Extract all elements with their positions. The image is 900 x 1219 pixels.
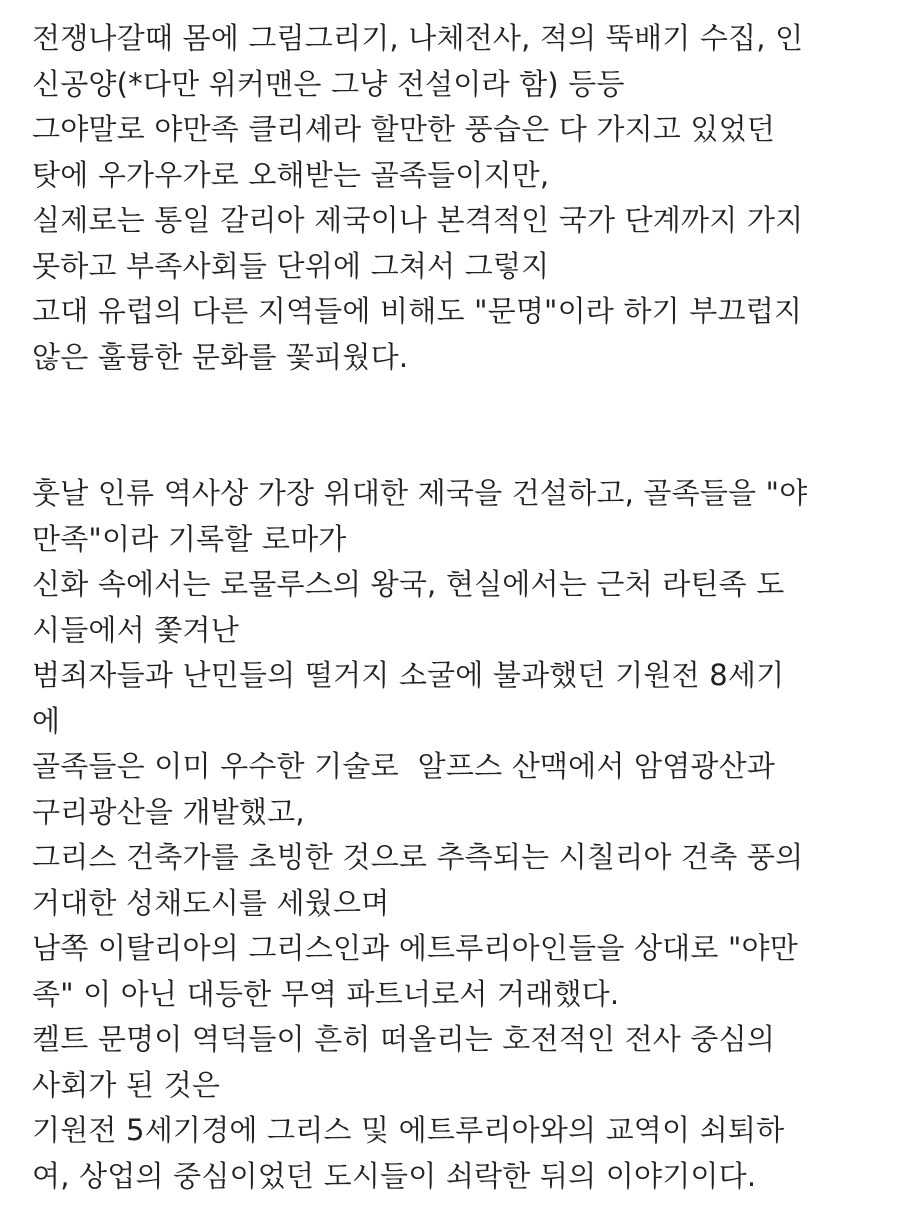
text-line: 그리스 건축가를 초빙한 것으로 추측되는 시칠리아 건축 풍의 xyxy=(32,840,804,874)
text-line: 구리광산을 개발했고, xyxy=(32,794,305,829)
text-line: 신화 속에서는 로물루스의 왕국, 현실에서는 근처 라틴족 도 xyxy=(32,567,785,601)
text-line: 남쪽 이탈리아의 그리스인과 에트루리아인들을 상대로 "야만 xyxy=(32,931,798,965)
text-line: 시들에서 쫓겨난 xyxy=(32,612,239,647)
text-line: 신공양(*다만 위커맨은 그냥 전설이라 함) 등등 xyxy=(32,66,625,101)
text-line: 훗날 인류 역사상 가장 위대한 제국을 건설하고, 골족들을 "야 xyxy=(32,476,808,510)
text-line: 전쟁나갈때 몸에 그림그리기, 나체전사, 적의 뚝배기 수집, 인 xyxy=(32,21,804,55)
text-line: 에 xyxy=(32,703,61,738)
text-line: 탓에 우가우가로 오해받는 골족들이지만, xyxy=(32,157,550,192)
text-line: 켈트 문명이 역덕들이 흔히 떠올리는 호전적인 전사 중심의 xyxy=(32,1022,776,1056)
text-line: 거대한 성채도시를 세웠으며 xyxy=(32,885,390,920)
text-line: 여, 상업의 중심이었던 도시들이 쇠락한 뒤의 이야기이다. xyxy=(32,1158,757,1193)
document-body xyxy=(32,16,880,1199)
text-line: 만족"이라 기록할 로마가 xyxy=(32,521,347,556)
text-line: 못하고 부족사회들 단위에 그쳐서 그렇지 xyxy=(32,248,550,283)
text-line: 족" 이 아닌 대등한 무역 파트너로서 거래했다. xyxy=(32,976,620,1011)
paragraph-gap xyxy=(32,380,880,471)
text-line: 기원전 5세기경에 그리스 및 에트루리아와의 교역이 쇠퇴하 xyxy=(32,1113,785,1147)
text-line: 고대 유럽의 다른 지역들에 비해도 "문명"이라 하기 부끄럽지 xyxy=(32,294,803,328)
text-line: 실제로는 통일 갈리아 제국이나 본격적인 국가 단계까지 가지 xyxy=(32,203,804,237)
text-line: 범죄자들과 난민들의 떨거지 소굴에 불과했던 기원전 8세기 xyxy=(32,658,785,692)
paragraph-1 xyxy=(32,16,880,380)
text-line: 골족들은 이미 우수한 기술로 알프스 산맥에서 암염광산과 xyxy=(32,749,776,783)
text-line: 그야말로 야만족 클리셰라 할만한 풍습은 다 가지고 있었던 xyxy=(32,112,776,146)
paragraph-2 xyxy=(32,471,880,1199)
text-line: 않은 훌륭한 문화를 꽃피웠다. xyxy=(32,339,409,374)
text-line: 사회가 된 것은 xyxy=(32,1067,221,1102)
